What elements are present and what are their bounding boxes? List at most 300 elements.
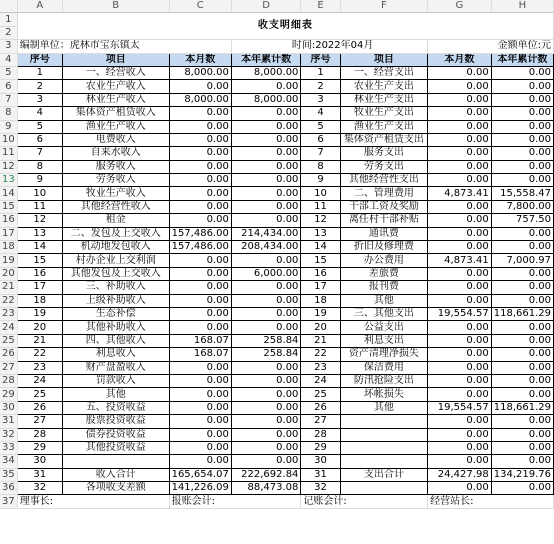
expense-month-cell[interactable]: 0.00 (428, 267, 492, 280)
income-item-cell[interactable]: 林业生产收入 (62, 93, 169, 106)
column-header-e[interactable]: E (301, 0, 340, 13)
expense-ytd-cell[interactable]: 0.00 (491, 281, 553, 294)
seq-right-cell[interactable]: 29 (301, 441, 340, 454)
expense-month-cell[interactable]: 4,873.41 (428, 254, 492, 267)
income-item-cell[interactable]: 农业生产收入 (62, 80, 169, 93)
income-month-cell[interactable]: 0.00 (169, 200, 231, 213)
income-ytd-cell[interactable]: 0.00 (231, 441, 301, 454)
row-header[interactable]: 18 (0, 241, 17, 254)
income-month-cell[interactable]: 0.00 (169, 441, 231, 454)
seq-right-cell[interactable]: 3 (301, 93, 340, 106)
expense-ytd-cell[interactable]: 7,000.97 (491, 254, 553, 267)
income-item-cell[interactable]: 渔业生产收入 (62, 120, 169, 133)
income-month-cell[interactable]: 168.07 (169, 334, 231, 347)
header-ytd-right[interactable]: 本年累计数 (491, 53, 553, 66)
expense-month-cell[interactable]: 0.00 (428, 281, 492, 294)
seq-right-cell[interactable]: 20 (301, 321, 340, 334)
seq-right-cell[interactable]: 25 (301, 388, 340, 401)
seq-right-cell[interactable]: 23 (301, 361, 340, 374)
expense-item-cell[interactable]: 利息支出 (340, 334, 428, 347)
income-month-cell[interactable]: 0.00 (169, 455, 231, 468)
income-ytd-cell[interactable]: 0.00 (231, 401, 301, 414)
seq-left-cell[interactable]: 25 (17, 388, 62, 401)
expense-item-cell[interactable]: 服务支出 (340, 147, 428, 160)
seq-left-cell[interactable]: 14 (17, 241, 62, 254)
row-header[interactable]: 13 (0, 174, 17, 187)
row-header[interactable]: 16 (0, 214, 17, 227)
income-month-cell[interactable]: 157,486.00 (169, 241, 231, 254)
amount-unit-label[interactable]: 金额单位:元 (428, 40, 554, 53)
header-seq-left[interactable]: 序号 (17, 53, 62, 66)
seq-right-cell[interactable]: 5 (301, 120, 340, 133)
income-month-cell[interactable]: 0.00 (169, 361, 231, 374)
income-ytd-cell[interactable]: 0.00 (231, 174, 301, 187)
row-header[interactable]: 15 (0, 200, 17, 213)
income-item-cell[interactable]: 其他投资收益 (62, 441, 169, 454)
expense-item-cell[interactable]: 其他经营性支出 (340, 174, 428, 187)
income-ytd-cell[interactable]: 8,000.00 (231, 93, 301, 106)
expense-ytd-cell[interactable]: 0.00 (491, 120, 553, 133)
income-item-cell[interactable]: 其他发包及上交收入 (62, 267, 169, 280)
row-header[interactable]: 10 (0, 133, 17, 146)
expense-item-cell[interactable]: 二、管理费用 (340, 187, 428, 200)
expense-month-cell[interactable]: 0.00 (428, 147, 492, 160)
row-header[interactable]: 35 (0, 468, 17, 481)
expense-month-cell[interactable]: 0.00 (428, 133, 492, 146)
row-header[interactable]: 37 (0, 495, 17, 508)
income-month-cell[interactable]: 0.00 (169, 107, 231, 120)
income-ytd-cell[interactable]: 0.00 (231, 428, 301, 441)
income-ytd-cell[interactable]: 0.00 (231, 133, 301, 146)
expense-month-cell[interactable]: 0.00 (428, 200, 492, 213)
row-header[interactable]: 19 (0, 254, 17, 267)
income-month-cell[interactable]: 0.00 (169, 160, 231, 173)
income-item-cell[interactable]: 二、发包及上交收入 (62, 227, 169, 240)
expense-ytd-cell[interactable]: 0.00 (491, 388, 553, 401)
income-ytd-cell[interactable]: 0.00 (231, 321, 301, 334)
seq-left-cell[interactable]: 17 (17, 281, 62, 294)
row-header[interactable]: 14 (0, 187, 17, 200)
income-month-cell[interactable]: 0.00 (169, 428, 231, 441)
expense-item-cell[interactable]: 林业生产支出 (340, 93, 428, 106)
expense-month-cell[interactable]: 0.00 (428, 80, 492, 93)
expense-ytd-cell[interactable]: 0.00 (491, 80, 553, 93)
expense-item-cell[interactable]: 其他 (340, 294, 428, 307)
expense-ytd-cell[interactable]: 0.00 (491, 66, 553, 79)
income-month-cell[interactable]: 0.00 (169, 374, 231, 387)
income-item-cell[interactable]: 电费收入 (62, 133, 169, 146)
expense-item-cell[interactable]: 通讯费 (340, 227, 428, 240)
expense-ytd-cell[interactable]: 0.00 (491, 428, 553, 441)
income-month-cell[interactable]: 0.00 (169, 294, 231, 307)
expense-ytd-cell[interactable]: 0.00 (491, 160, 553, 173)
income-item-cell[interactable]: 其他经营性收入 (62, 200, 169, 213)
row-header[interactable]: 32 (0, 428, 17, 441)
expense-item-cell[interactable] (340, 415, 428, 428)
expense-item-cell[interactable]: 其他 (340, 401, 428, 414)
expense-month-cell[interactable]: 19,554.57 (428, 401, 492, 414)
expense-ytd-cell[interactable]: 134,219.76 (491, 468, 553, 481)
seq-left-cell[interactable]: 19 (17, 307, 62, 320)
expense-ytd-cell[interactable]: 0.00 (491, 294, 553, 307)
seq-left-cell[interactable]: 24 (17, 374, 62, 387)
seq-left-cell[interactable]: 11 (17, 200, 62, 213)
income-month-cell[interactable]: 0.00 (169, 80, 231, 93)
seq-left-cell[interactable]: 22 (17, 348, 62, 361)
director-signature[interactable]: 理事长: (17, 495, 169, 508)
income-item-cell[interactable]: 一、经营收入 (62, 66, 169, 79)
expense-month-cell[interactable]: 0.00 (428, 241, 492, 254)
income-month-cell[interactable]: 0.00 (169, 174, 231, 187)
income-item-cell[interactable]: 罚款收入 (62, 374, 169, 387)
expense-ytd-cell[interactable]: 0.00 (491, 441, 553, 454)
income-ytd-cell[interactable]: 258.84 (231, 348, 301, 361)
expense-ytd-cell[interactable]: 0.00 (491, 321, 553, 334)
income-ytd-cell[interactable]: 0.00 (231, 160, 301, 173)
expense-ytd-cell[interactable]: 118,661.29 (491, 307, 553, 320)
expense-month-cell[interactable]: 0.00 (428, 441, 492, 454)
expense-item-cell[interactable]: 支出合计 (340, 468, 428, 481)
income-item-cell[interactable]: 三、补助收入 (62, 281, 169, 294)
income-item-cell[interactable]: 各项收支差额 (62, 482, 169, 495)
income-ytd-cell[interactable]: 0.00 (231, 415, 301, 428)
seq-right-cell[interactable]: 27 (301, 415, 340, 428)
expense-item-cell[interactable]: 集体资产租赁支出 (340, 133, 428, 146)
row-header[interactable]: 8 (0, 107, 17, 120)
column-header-d[interactable]: D (231, 0, 301, 13)
expense-ytd-cell[interactable]: 0.00 (491, 133, 553, 146)
seq-left-cell[interactable]: 20 (17, 321, 62, 334)
seq-left-cell[interactable]: 13 (17, 227, 62, 240)
seq-right-cell[interactable]: 2 (301, 80, 340, 93)
row-header[interactable]: 23 (0, 307, 17, 320)
seq-left-cell[interactable]: 8 (17, 160, 62, 173)
seq-left-cell[interactable]: 21 (17, 334, 62, 347)
expense-item-cell[interactable]: 牧业生产支出 (340, 107, 428, 120)
row-header[interactable]: 2 (0, 26, 17, 39)
seq-right-cell[interactable]: 10 (301, 187, 340, 200)
column-header-a[interactable]: A (17, 0, 62, 13)
income-ytd-cell[interactable]: 0.00 (231, 361, 301, 374)
expense-ytd-cell[interactable]: 15,558.47 (491, 187, 553, 200)
seq-right-cell[interactable]: 28 (301, 428, 340, 441)
seq-right-cell[interactable]: 16 (301, 267, 340, 280)
expense-ytd-cell[interactable]: 0.00 (491, 241, 553, 254)
seq-right-cell[interactable]: 11 (301, 200, 340, 213)
expense-month-cell[interactable]: 24,427.98 (428, 468, 492, 481)
row-header[interactable]: 6 (0, 80, 17, 93)
income-month-cell[interactable]: 8,000.00 (169, 66, 231, 79)
row-header[interactable]: 4 (0, 53, 17, 66)
select-all-corner[interactable] (0, 0, 17, 13)
income-ytd-cell[interactable]: 8,000.00 (231, 66, 301, 79)
unit-label[interactable]: 编制单位：虎林市宝东镇太 (17, 40, 231, 53)
row-header[interactable]: 36 (0, 482, 17, 495)
row-header[interactable]: 29 (0, 388, 17, 401)
seq-left-cell[interactable]: 30 (17, 455, 62, 468)
expense-item-cell[interactable]: 办公费用 (340, 254, 428, 267)
seq-left-cell[interactable]: 3 (17, 93, 62, 106)
income-ytd-cell[interactable]: 0.00 (231, 388, 301, 401)
seq-right-cell[interactable]: 21 (301, 334, 340, 347)
income-month-cell[interactable]: 8,000.00 (169, 93, 231, 106)
expense-month-cell[interactable]: 0.00 (428, 455, 492, 468)
expense-month-cell[interactable]: 0.00 (428, 482, 492, 495)
expense-item-cell[interactable] (340, 428, 428, 441)
income-ytd-cell[interactable]: 0.00 (231, 147, 301, 160)
expense-month-cell[interactable]: 0.00 (428, 214, 492, 227)
row-header[interactable]: 12 (0, 160, 17, 173)
expense-item-cell[interactable]: 防汛抢险支出 (340, 374, 428, 387)
row-header[interactable]: 17 (0, 227, 17, 240)
row-header[interactable]: 11 (0, 147, 17, 160)
income-item-cell[interactable]: 上级补助收入 (62, 294, 169, 307)
expense-month-cell[interactable]: 0.00 (428, 66, 492, 79)
seq-left-cell[interactable]: 2 (17, 80, 62, 93)
expense-month-cell[interactable]: 0.00 (428, 361, 492, 374)
income-item-cell[interactable]: 牧业生产收入 (62, 187, 169, 200)
seq-left-cell[interactable]: 12 (17, 214, 62, 227)
income-month-cell[interactable]: 0.00 (169, 388, 231, 401)
expense-ytd-cell[interactable]: 0.00 (491, 174, 553, 187)
expense-ytd-cell[interactable]: 0.00 (491, 374, 553, 387)
seq-right-cell[interactable]: 6 (301, 133, 340, 146)
income-ytd-cell[interactable]: 222,692.84 (231, 468, 301, 481)
accountant-signature[interactable]: 报账会计: (169, 495, 301, 508)
row-header[interactable]: 1 (0, 13, 17, 26)
expense-ytd-cell[interactable]: 0.00 (491, 415, 553, 428)
income-item-cell[interactable]: 财产盘盈收入 (62, 361, 169, 374)
seq-left-cell[interactable]: 1 (17, 66, 62, 79)
seq-right-cell[interactable]: 1 (301, 66, 340, 79)
header-seq-right[interactable]: 序号 (301, 53, 340, 66)
expense-item-cell[interactable]: 农业生产支出 (340, 80, 428, 93)
income-item-cell[interactable]: 服务收入 (62, 160, 169, 173)
income-month-cell[interactable]: 0.00 (169, 307, 231, 320)
income-month-cell[interactable]: 0.00 (169, 401, 231, 414)
income-item-cell[interactable]: 债券投资收益 (62, 428, 169, 441)
income-ytd-cell[interactable]: 0.00 (231, 187, 301, 200)
row-header[interactable]: 26 (0, 348, 17, 361)
seq-left-cell[interactable]: 29 (17, 441, 62, 454)
expense-ytd-cell[interactable]: 0.00 (491, 334, 553, 347)
expense-item-cell[interactable]: 折旧及修理费 (340, 241, 428, 254)
row-header[interactable]: 25 (0, 334, 17, 347)
income-item-cell[interactable]: 劳务收入 (62, 174, 169, 187)
expense-ytd-cell[interactable]: 0.00 (491, 348, 553, 361)
column-header-g[interactable]: G (428, 0, 492, 13)
expense-item-cell[interactable] (340, 441, 428, 454)
row-header[interactable]: 27 (0, 361, 17, 374)
header-ytd-left[interactable]: 本年累计数 (231, 53, 301, 66)
expense-item-cell[interactable] (340, 455, 428, 468)
income-ytd-cell[interactable]: 0.00 (231, 214, 301, 227)
expense-month-cell[interactable]: 0.00 (428, 107, 492, 120)
row-header[interactable]: 24 (0, 321, 17, 334)
row-header[interactable]: 28 (0, 374, 17, 387)
seq-left-cell[interactable]: 5 (17, 120, 62, 133)
expense-item-cell[interactable]: 坏帐损失 (340, 388, 428, 401)
seq-right-cell[interactable]: 31 (301, 468, 340, 481)
seq-right-cell[interactable]: 30 (301, 455, 340, 468)
header-month-left[interactable]: 本月数 (169, 53, 231, 66)
income-ytd-cell[interactable]: 258.84 (231, 334, 301, 347)
manager-signature[interactable]: 经营站长: (428, 495, 554, 508)
seq-right-cell[interactable]: 7 (301, 147, 340, 160)
expense-item-cell[interactable]: 离任村干部补贴 (340, 214, 428, 227)
seq-right-cell[interactable]: 9 (301, 174, 340, 187)
expense-month-cell[interactable]: 0.00 (428, 348, 492, 361)
income-item-cell[interactable]: 自来水收入 (62, 147, 169, 160)
seq-left-cell[interactable]: 16 (17, 267, 62, 280)
expense-month-cell[interactable]: 0.00 (428, 388, 492, 401)
income-month-cell[interactable]: 0.00 (169, 267, 231, 280)
income-item-cell[interactable]: 四、其他收入 (62, 334, 169, 347)
income-ytd-cell[interactable]: 0.00 (231, 281, 301, 294)
income-item-cell[interactable]: 其他 (62, 388, 169, 401)
expense-month-cell[interactable]: 19,554.57 (428, 307, 492, 320)
seq-right-cell[interactable]: 14 (301, 241, 340, 254)
income-item-cell[interactable]: 股票投资收益 (62, 415, 169, 428)
seq-left-cell[interactable]: 15 (17, 254, 62, 267)
expense-month-cell[interactable]: 0.00 (428, 428, 492, 441)
income-month-cell[interactable]: 165,654.07 (169, 468, 231, 481)
row-header[interactable]: 9 (0, 120, 17, 133)
expense-month-cell[interactable]: 0.00 (428, 227, 492, 240)
income-item-cell[interactable]: 生态补偿 (62, 307, 169, 320)
income-ytd-cell[interactable]: 208,434.00 (231, 241, 301, 254)
income-month-cell[interactable]: 0.00 (169, 120, 231, 133)
expense-ytd-cell[interactable]: 0.00 (491, 93, 553, 106)
seq-right-cell[interactable]: 18 (301, 294, 340, 307)
row-header[interactable]: 3 (0, 40, 17, 53)
seq-left-cell[interactable]: 7 (17, 147, 62, 160)
expense-month-cell[interactable]: 4,873.41 (428, 187, 492, 200)
income-month-cell[interactable]: 0.00 (169, 281, 231, 294)
column-header-c[interactable]: C (169, 0, 231, 13)
seq-left-cell[interactable]: 18 (17, 294, 62, 307)
income-month-cell[interactable]: 0.00 (169, 415, 231, 428)
expense-item-cell[interactable]: 干部工资及奖励 (340, 200, 428, 213)
row-header[interactable]: 34 (0, 455, 17, 468)
row-header[interactable]: 5 (0, 66, 17, 79)
expense-item-cell[interactable]: 公益支出 (340, 321, 428, 334)
row-header[interactable]: 31 (0, 415, 17, 428)
expense-ytd-cell[interactable]: 118,661.29 (491, 401, 553, 414)
expense-month-cell[interactable]: 0.00 (428, 374, 492, 387)
seq-right-cell[interactable]: 4 (301, 107, 340, 120)
expense-ytd-cell[interactable]: 757.50 (491, 214, 553, 227)
income-item-cell[interactable]: 租金 (62, 214, 169, 227)
seq-right-cell[interactable]: 24 (301, 374, 340, 387)
seq-left-cell[interactable]: 27 (17, 415, 62, 428)
income-ytd-cell[interactable]: 0.00 (231, 455, 301, 468)
income-ytd-cell[interactable]: 0.00 (231, 107, 301, 120)
income-month-cell[interactable]: 0.00 (169, 147, 231, 160)
time-label[interactable]: 时间:2022年04月 (231, 40, 427, 53)
sheet-title[interactable]: 收支明细表 (17, 13, 553, 40)
expense-item-cell[interactable]: 渔业生产支出 (340, 120, 428, 133)
income-month-cell[interactable]: 141,226.09 (169, 482, 231, 495)
seq-left-cell[interactable]: 9 (17, 174, 62, 187)
seq-right-cell[interactable]: 26 (301, 401, 340, 414)
row-header[interactable]: 21 (0, 281, 17, 294)
seq-right-cell[interactable]: 32 (301, 482, 340, 495)
expense-month-cell[interactable]: 0.00 (428, 160, 492, 173)
row-header[interactable]: 7 (0, 93, 17, 106)
seq-left-cell[interactable]: 26 (17, 401, 62, 414)
income-ytd-cell[interactable]: 0.00 (231, 254, 301, 267)
seq-left-cell[interactable]: 28 (17, 428, 62, 441)
income-ytd-cell[interactable]: 88,473.08 (231, 482, 301, 495)
expense-ytd-cell[interactable]: 0.00 (491, 227, 553, 240)
seq-left-cell[interactable]: 31 (17, 468, 62, 481)
expense-month-cell[interactable]: 0.00 (428, 321, 492, 334)
seq-right-cell[interactable]: 17 (301, 281, 340, 294)
expense-item-cell[interactable]: 差旅费 (340, 267, 428, 280)
income-ytd-cell[interactable]: 214,434.00 (231, 227, 301, 240)
income-ytd-cell[interactable]: 0.00 (231, 374, 301, 387)
expense-item-cell[interactable] (340, 482, 428, 495)
expense-item-cell[interactable]: 劳务支出 (340, 160, 428, 173)
header-month-right[interactable]: 本月数 (428, 53, 492, 66)
column-header-h[interactable]: H (491, 0, 553, 13)
income-month-cell[interactable]: 0.00 (169, 133, 231, 146)
seq-left-cell[interactable]: 4 (17, 107, 62, 120)
expense-item-cell[interactable]: 一、经营支出 (340, 66, 428, 79)
income-ytd-cell[interactable]: 0.00 (231, 307, 301, 320)
income-item-cell[interactable]: 机动地发包收入 (62, 241, 169, 254)
income-ytd-cell[interactable]: 6,000.00 (231, 267, 301, 280)
income-item-cell[interactable] (62, 455, 169, 468)
seq-left-cell[interactable]: 6 (17, 133, 62, 146)
income-item-cell[interactable]: 利息收入 (62, 348, 169, 361)
expense-item-cell[interactable]: 资产清理净损失 (340, 348, 428, 361)
seq-left-cell[interactable]: 32 (17, 482, 62, 495)
header-item-left[interactable]: 项目 (62, 53, 169, 66)
expense-month-cell[interactable]: 0.00 (428, 93, 492, 106)
income-ytd-cell[interactable]: 0.00 (231, 200, 301, 213)
expense-ytd-cell[interactable]: 0.00 (491, 107, 553, 120)
expense-month-cell[interactable]: 0.00 (428, 120, 492, 133)
expense-month-cell[interactable]: 0.00 (428, 174, 492, 187)
expense-ytd-cell[interactable]: 0.00 (491, 455, 553, 468)
expense-ytd-cell[interactable]: 0.00 (491, 361, 553, 374)
seq-left-cell[interactable]: 10 (17, 187, 62, 200)
seq-left-cell[interactable]: 23 (17, 361, 62, 374)
income-month-cell[interactable]: 0.00 (169, 187, 231, 200)
column-header-f[interactable]: F (340, 0, 428, 13)
expense-ytd-cell[interactable]: 0.00 (491, 147, 553, 160)
income-ytd-cell[interactable]: 0.00 (231, 80, 301, 93)
income-month-cell[interactable]: 168.07 (169, 348, 231, 361)
expense-item-cell[interactable]: 三、其他支出 (340, 307, 428, 320)
income-month-cell[interactable]: 0.00 (169, 214, 231, 227)
income-month-cell[interactable]: 0.00 (169, 254, 231, 267)
seq-right-cell[interactable]: 22 (301, 348, 340, 361)
expense-item-cell[interactable]: 保洁费用 (340, 361, 428, 374)
column-header-b[interactable]: B (62, 0, 169, 13)
header-item-right[interactable]: 项目 (340, 53, 428, 66)
income-month-cell[interactable]: 157,486.00 (169, 227, 231, 240)
seq-right-cell[interactable]: 19 (301, 307, 340, 320)
seq-right-cell[interactable]: 12 (301, 214, 340, 227)
income-ytd-cell[interactable]: 0.00 (231, 294, 301, 307)
row-header[interactable]: 33 (0, 441, 17, 454)
income-item-cell[interactable]: 其他补助收入 (62, 321, 169, 334)
income-item-cell[interactable]: 收入合计 (62, 468, 169, 481)
expense-item-cell[interactable]: 报刊费 (340, 281, 428, 294)
